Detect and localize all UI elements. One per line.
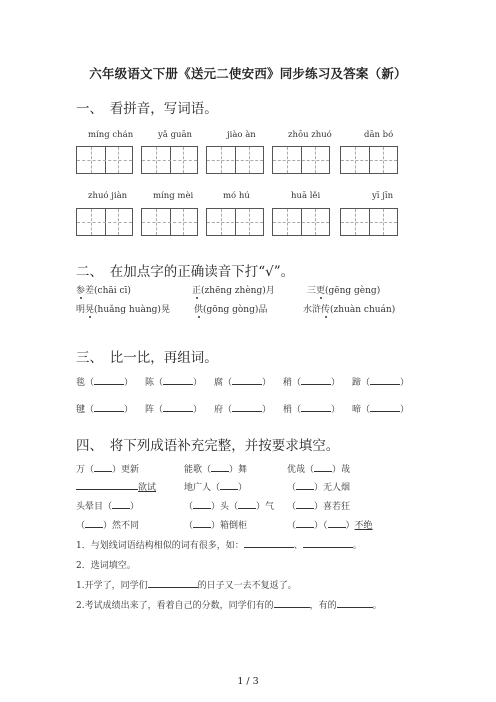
answer-blank[interactable] [238, 499, 256, 509]
compare-item: 陈（ ） [145, 375, 202, 388]
idiom-item: （ ）箱倒柜 [184, 518, 247, 531]
answer-blank[interactable] [94, 375, 124, 385]
pinyin: zhōu zhuó [288, 130, 332, 140]
idiom-item: （ ）然不同 [76, 518, 139, 531]
answer-blank[interactable] [244, 538, 294, 548]
writing-box[interactable] [206, 208, 264, 236]
compare-item: 腐（ ） [214, 375, 271, 388]
idiom-item: 欲试 [76, 480, 156, 493]
writing-box[interactable] [76, 208, 133, 236]
answer-blank[interactable] [193, 518, 211, 528]
idiom-item: （ ）喜若狂 [287, 499, 350, 512]
writing-box[interactable] [272, 208, 330, 236]
compare-item: 阵（ ） [145, 402, 202, 415]
question-2-1: 1.开学了，同学们 的日子又一去不复返了。 [76, 578, 297, 591]
compare-item: 梢（ ） [283, 402, 340, 415]
pinyin: huā lěi [291, 191, 321, 201]
idiom-item: 能歌（ ）舞 [184, 462, 247, 475]
section-4-heading: 四、 将下列成语补充完整，并按要求填空。 [76, 438, 340, 454]
answer-blank[interactable] [112, 499, 130, 509]
answer-blank[interactable] [337, 598, 373, 608]
writing-box[interactable] [272, 146, 330, 174]
answer-blank[interactable] [274, 598, 310, 608]
answer-blank[interactable] [303, 538, 353, 548]
idiom-item: （ ）无人烟 [287, 480, 350, 493]
answer-blank[interactable] [163, 402, 193, 412]
answer-blank[interactable] [232, 402, 262, 412]
writing-box[interactable] [76, 146, 133, 174]
answer-blank[interactable] [220, 480, 238, 490]
section-1-heading: 一、 看拼音，写词语。 [76, 101, 218, 117]
reading-item: 正(zhēng zhèng)月 [192, 286, 275, 296]
answer-blank[interactable] [301, 402, 331, 412]
pinyin: dān bó [364, 130, 394, 140]
answer-blank[interactable] [163, 375, 193, 385]
idiom-item: （ ）（ ）不绝 [287, 518, 373, 531]
writing-box[interactable] [206, 146, 264, 174]
compare-item: 蹄（ ） [352, 375, 409, 388]
reading-item: 三更(gēng gèng) [307, 286, 381, 296]
writing-box[interactable] [340, 146, 398, 174]
pinyin: zhuó jiàn [88, 191, 128, 201]
compare-item: 府（ ） [214, 402, 271, 415]
writing-box[interactable] [340, 208, 398, 236]
answer-blank[interactable] [232, 375, 262, 385]
writing-box[interactable] [141, 146, 198, 174]
answer-blank[interactable] [94, 402, 124, 412]
answer-blank[interactable] [76, 480, 138, 490]
answer-blank[interactable] [148, 578, 198, 588]
compare-item: 毽（ ） [76, 402, 133, 415]
page-number: 1 / 3 [237, 676, 259, 687]
writing-box[interactable] [141, 208, 198, 236]
compare-item: 啼（ ） [352, 402, 409, 415]
question-2: 2．选词填空。 [76, 561, 136, 571]
idiom-item: 头晕目（ ） [76, 499, 139, 512]
idiom-item: （ ）头（ ）气 [184, 499, 274, 512]
answer-blank[interactable] [314, 462, 332, 472]
answer-blank[interactable] [296, 499, 314, 509]
answer-blank[interactable] [370, 375, 400, 385]
reading-item: 参差(chāi cī) [76, 286, 131, 296]
answer-blank[interactable] [296, 518, 314, 528]
pinyin: míng chán [88, 130, 134, 140]
question-1: 1．与划线词语结构相似的词有很多，如： 、 。 [76, 538, 362, 551]
pinyin: jiào àn [227, 130, 256, 140]
pinyin: yī jīn [372, 191, 394, 201]
answer-blank[interactable] [94, 462, 112, 472]
answer-blank[interactable] [296, 480, 314, 490]
answer-blank[interactable] [370, 402, 400, 412]
compare-item: 稍（ ） [283, 375, 340, 388]
idiom-item: 万（ ）更新 [76, 462, 139, 475]
answer-blank[interactable] [301, 375, 331, 385]
reading-item: 供(gōng gòng)品 [194, 305, 268, 315]
answer-blank[interactable] [193, 499, 211, 509]
answer-blank[interactable] [328, 518, 346, 528]
answer-blank[interactable] [85, 518, 103, 528]
section-3-heading: 三、 比一比，再组词。 [76, 350, 218, 366]
pinyin: mó hú [223, 191, 250, 201]
answer-blank[interactable] [211, 462, 229, 472]
reading-item: 水浒传(zhuàn chuán) [303, 305, 396, 315]
pinyin: míng mèi [153, 191, 194, 201]
idiom-item: 优哉（ ）哉 [287, 462, 350, 475]
section-2-heading: 二、 在加点字的正确读音下打“√”。 [76, 264, 295, 280]
idiom-item: 地广人（ ） [184, 480, 247, 493]
reading-item: 明晃(huǎng huàng)晃 [76, 305, 170, 315]
question-2-2: 2.考试成绩出来了，看着自己的分数，同学们有的 ，有的 。 [76, 598, 382, 611]
pinyin: yǎ guān [158, 130, 193, 140]
page-title: 六年级语文下册《送元二使安西》同步练习及答案（新） [89, 66, 407, 81]
compare-item: 毯（ ） [76, 375, 133, 388]
